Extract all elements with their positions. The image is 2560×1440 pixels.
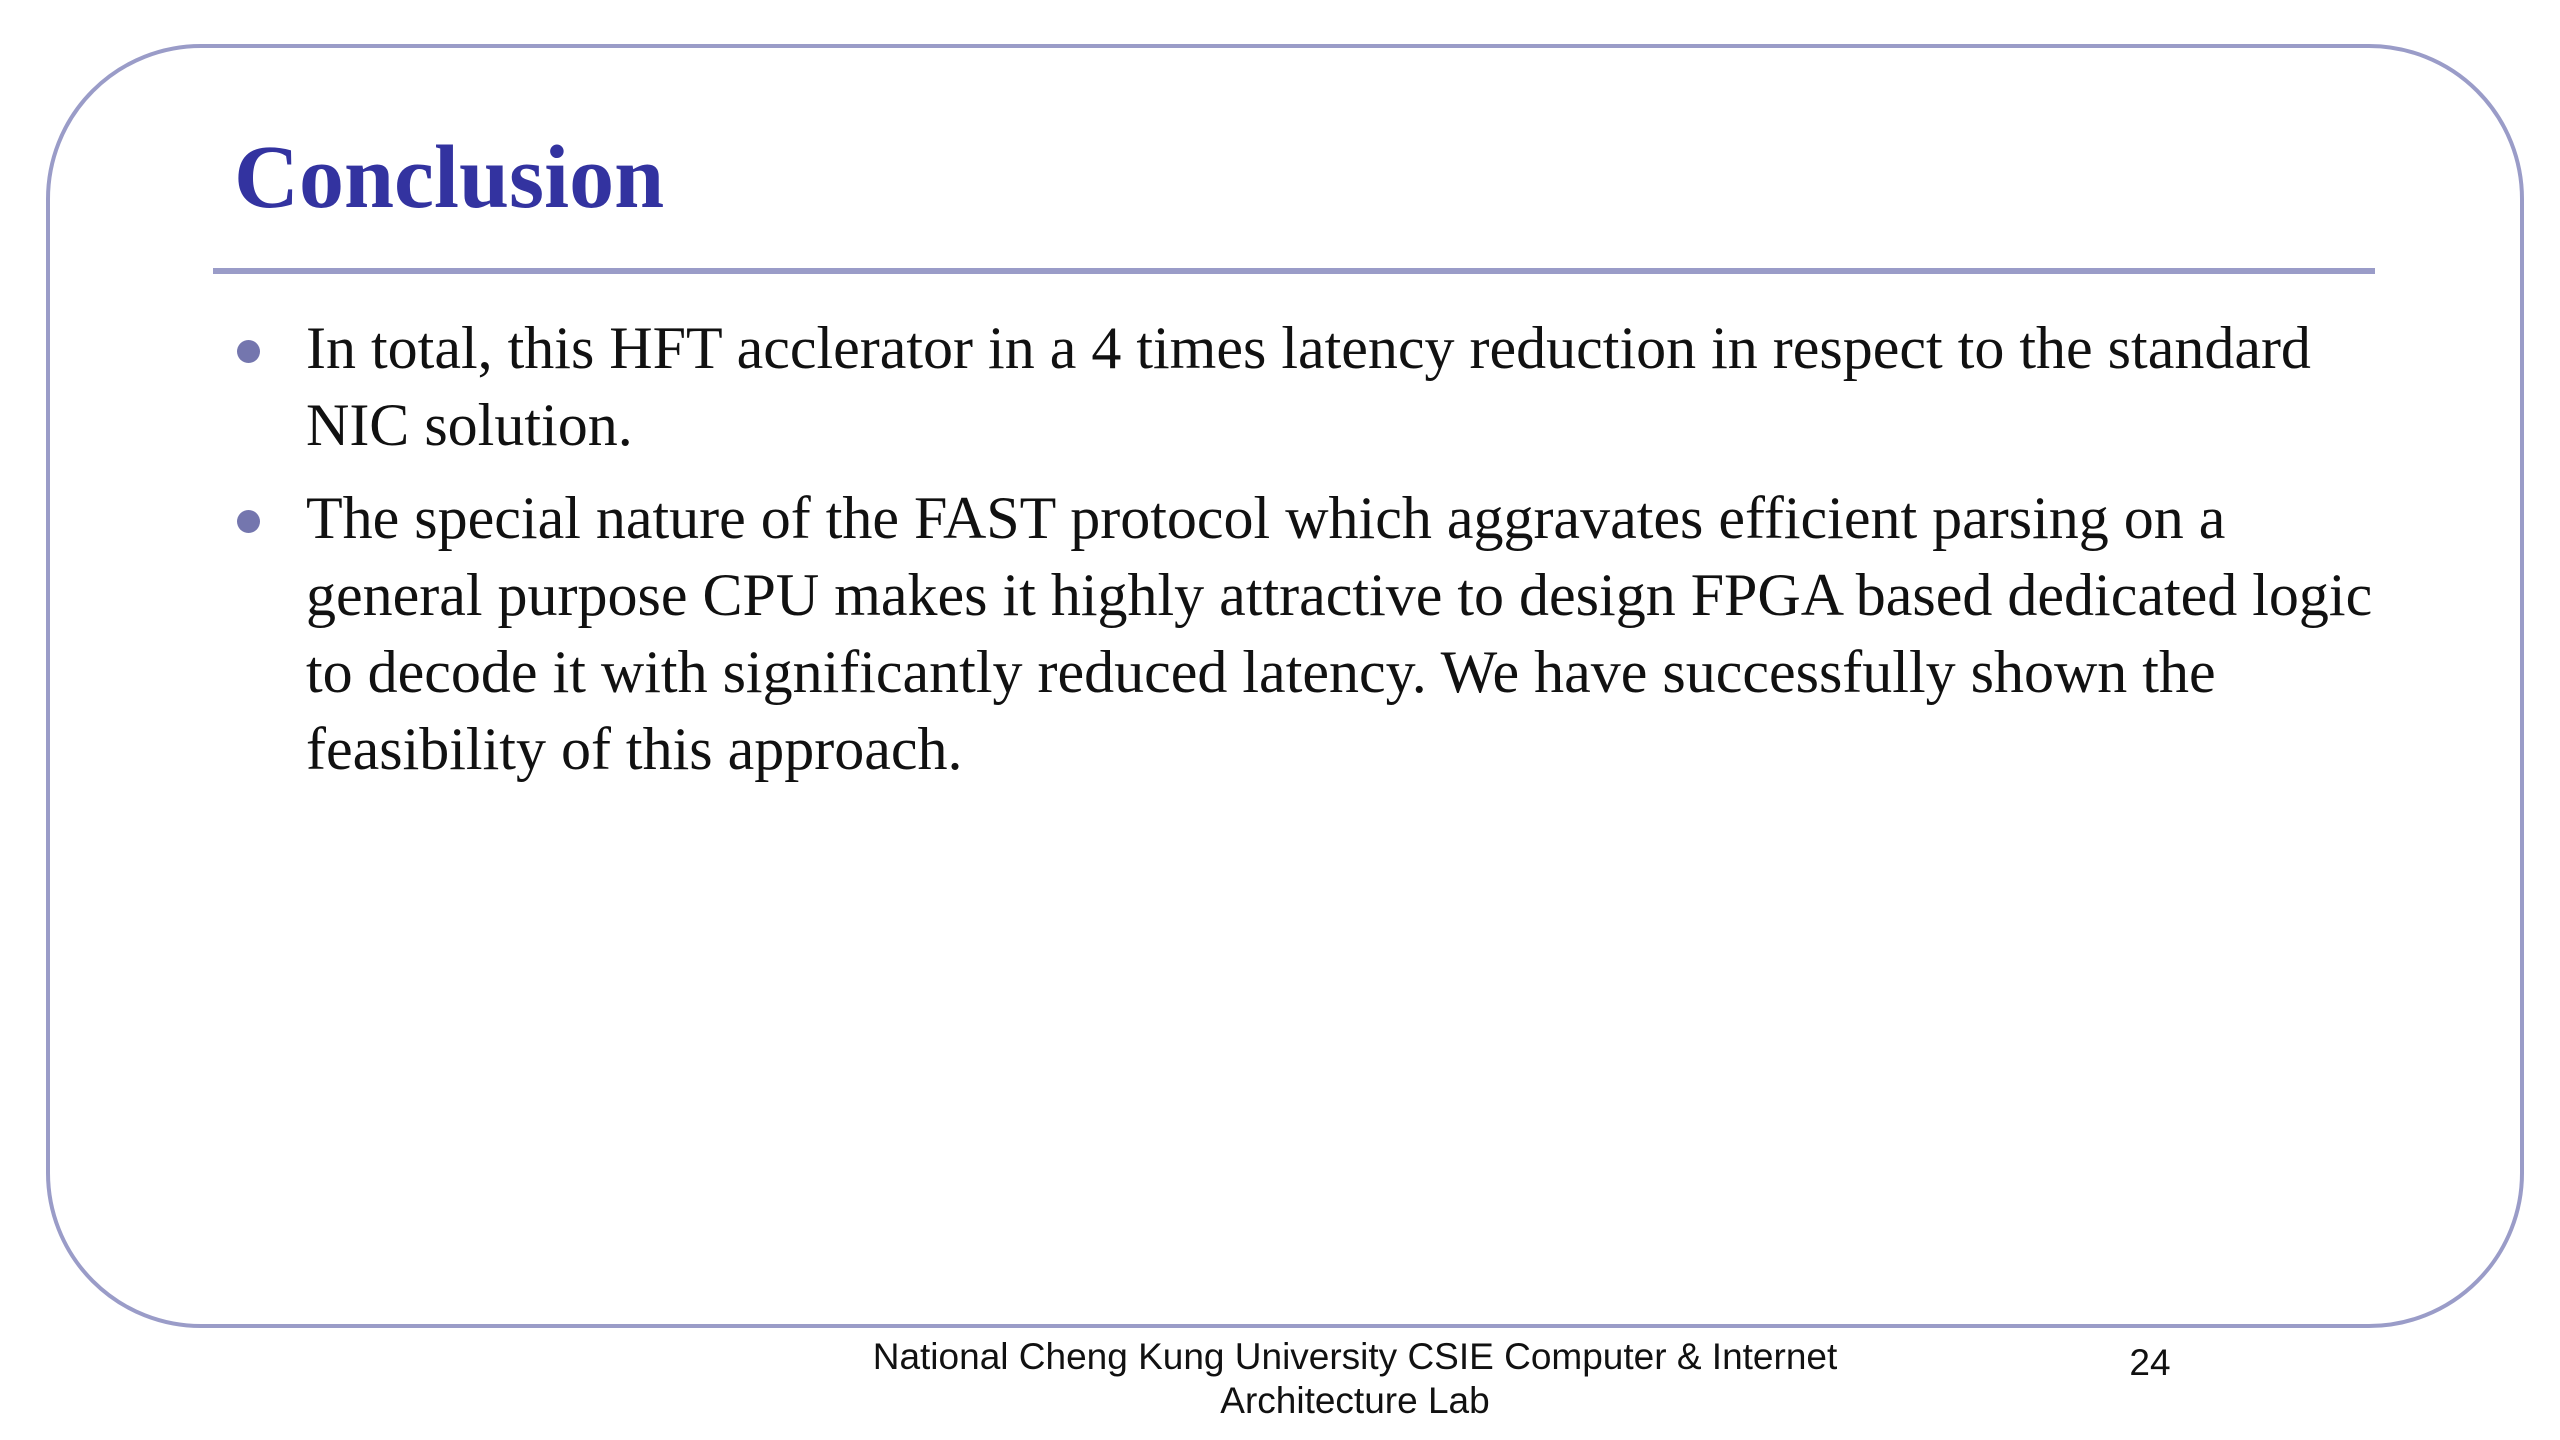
bullet-item	[234, 310, 2374, 464]
bullet-item	[234, 480, 2374, 788]
bullet-text: The special nature of the FAST protocol which aggravates efficient parsing on a general purpose CPU makes it highly attractive to design FPGA based dedicated logic to decode it with significantly reduced latency. We have successfully shown the feasibility of this approach.	[306, 485, 2373, 782]
page-number: 24	[2129, 1342, 2171, 1383]
title-divider	[213, 268, 2375, 274]
footer-text: National Cheng Kung University CSIE Computer & Internet Architecture Lab	[872, 1336, 1838, 1421]
bullet-text: In total, this HFT acclerator in a 4 times latency reduction in respect to the standard NIC solution.	[306, 315, 2311, 458]
slide-title: Conclusion	[234, 128, 665, 227]
bullet-dot-icon	[237, 510, 260, 533]
bullet-dot-icon	[237, 340, 260, 363]
bullet-list	[234, 310, 2374, 804]
